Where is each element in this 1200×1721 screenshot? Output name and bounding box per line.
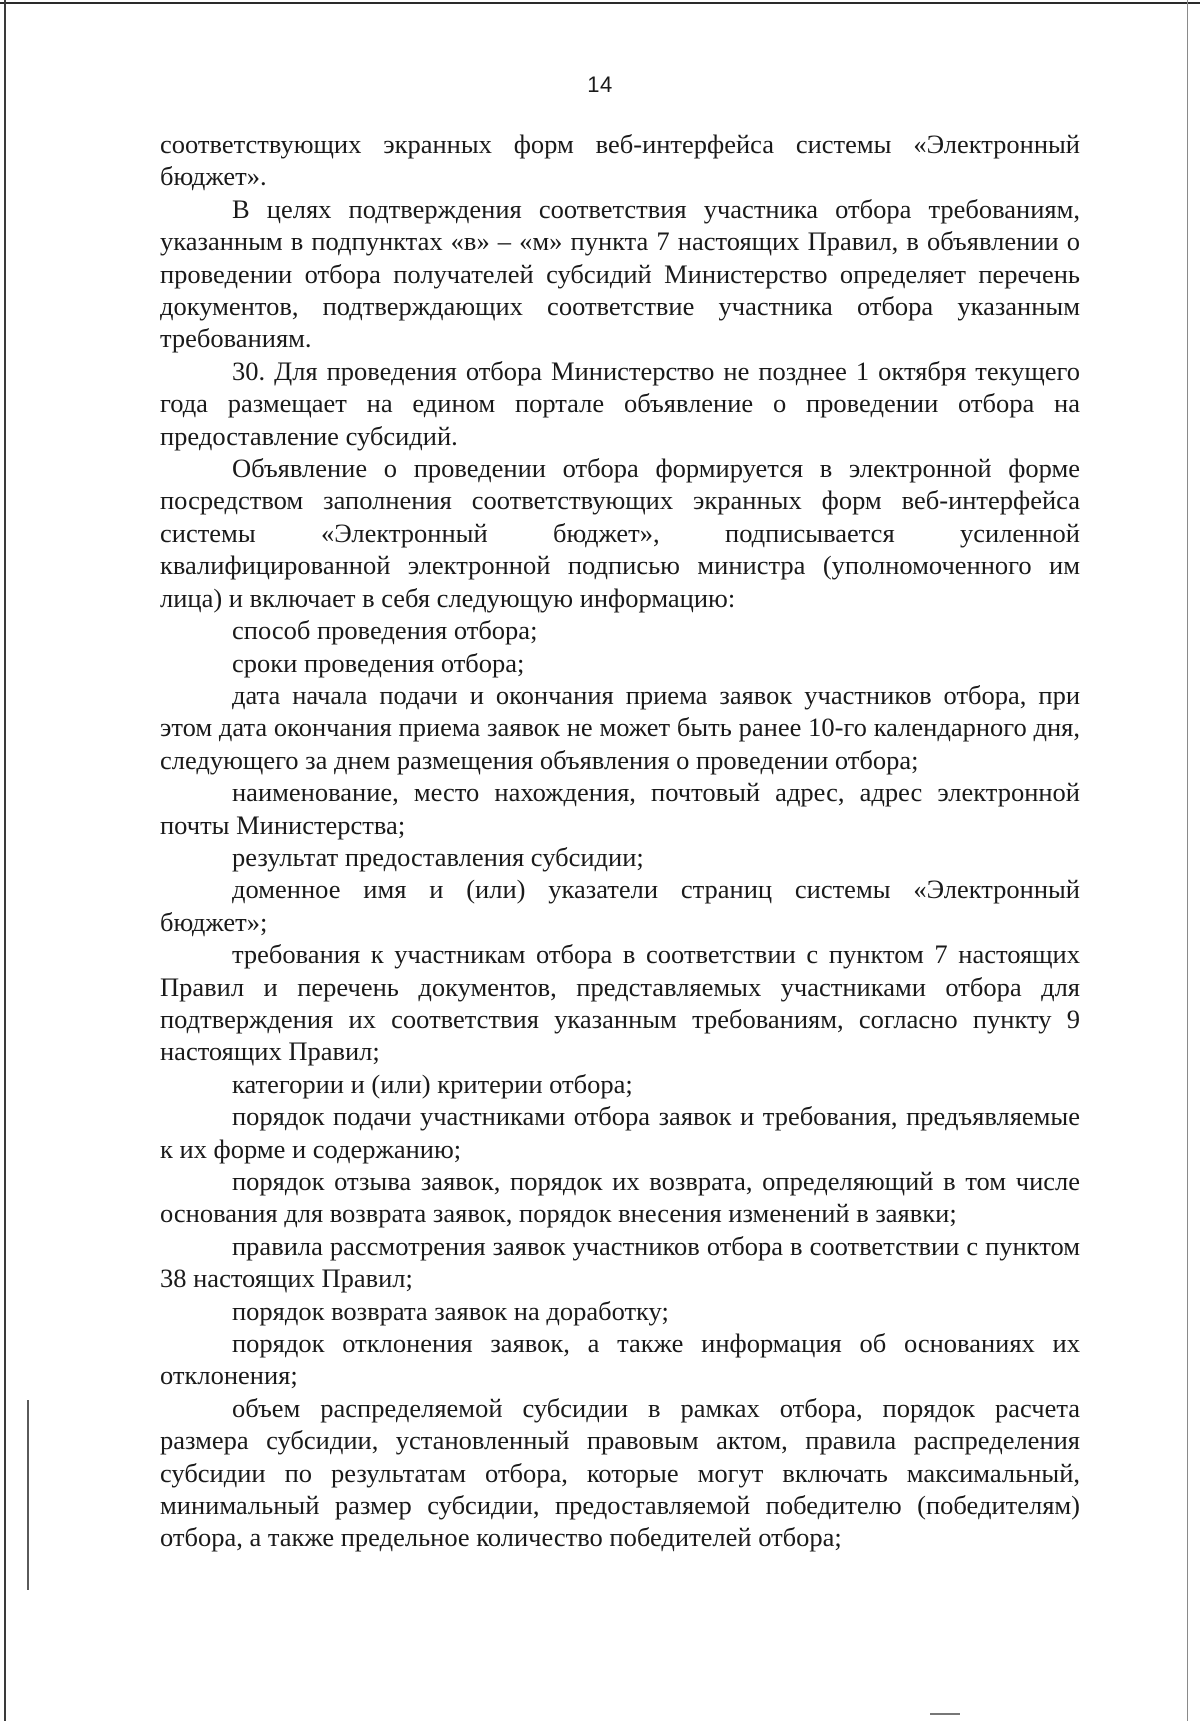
page-number: 14 (587, 72, 613, 97)
paragraph: Объявление о проведении отбора формируется в электронной форме посредством заполнения соответствующих экранных форм веб-интерфейса системы «Электронный бюджет», подписывается усиленной квалифицированной электронной подписью министра (уполномоченного им лица) и включает в себя следующую информацию: (160, 453, 1080, 613)
scan-artifact-bottom (930, 1713, 960, 1715)
list-item: категории и (или) критерии отбора; (232, 1068, 633, 1099)
list-item: объем распределяемой субсидии в рамках отбора, порядок расчета размера субсидии, установленный правовым актом, правила распределения субсидии по результатам отбора, которые могут включать максимальный, минимальный размер субсидии, предоставляемой победителю (победителям) отбора, а также предельное количество победителей отбора; (160, 1392, 1080, 1553)
paragraph: В целях подтверждения соответствия участника отбора требованиям, указанным в подпунктах «в» – «м» пункта 7 настоящих Правил, в объявлении о проведении отбора получателей субсидий Министерство определяет перечень документов, подтверждающих соответствие участника отбора указанным требованиям. (160, 193, 1080, 354)
scan-edge-top (0, 2, 1200, 4)
list-item: порядок подачи участниками отбора заявок и требования, предъявляемые к их форме и содержанию; (160, 1101, 1080, 1164)
scan-edge-right (1187, 0, 1188, 1721)
paragraph: 30. Для проведения отбора Министерство не позднее 1 октября текущего года размещает на едином портале объявление о проведении отбора на предоставление субсидий. (160, 355, 1080, 451)
document-body (160, 128, 1080, 1554)
list-item: порядок отклонения заявок, а также информация об основаниях их отклонения; (160, 1328, 1080, 1391)
paragraph: соответствующих экранных форм веб-интерфейса системы «Электронный бюджет». (160, 129, 1080, 192)
list-item: порядок отзыва заявок, порядок их возврата, определяющий в том числе основания для возврата заявок, порядок внесения изменений в заявки; (160, 1166, 1080, 1229)
list-item: дата начала подачи и окончания приема заявок участников отбора, при этом дата окончания приема заявок не может быть ранее 10-го календарного дня, следующего за днем размещения объявления о проведении отбора; (160, 679, 1080, 775)
scan-edge-left (4, 0, 6, 1721)
scan-artifact-left (27, 1400, 29, 1590)
list-item: результат предоставления субсидии; (232, 841, 644, 872)
list-item: правила рассмотрения заявок участников отбора в соответствии с пунктом 38 настоящих Правил; (160, 1230, 1080, 1294)
list-item: требования к участникам отбора в соответствии с пунктом 7 настоящих Правил и перечень документов, представляемых участниками отбора для подтверждения их соответствия указанным требованиям, согласно пункту 9 настоящих Правил; (160, 939, 1080, 1067)
list-item: способ проведения отбора; (232, 615, 538, 646)
list-item: порядок возврата заявок на доработку; (232, 1295, 669, 1326)
list-item: сроки проведения отбора; (232, 647, 525, 678)
list-item: доменное имя и (или) указатели страниц системы «Электронный бюджет»; (160, 874, 1080, 937)
list-item: наименование, место нахождения, почтовый адрес, адрес электронной почты Министерства; (160, 777, 1080, 840)
